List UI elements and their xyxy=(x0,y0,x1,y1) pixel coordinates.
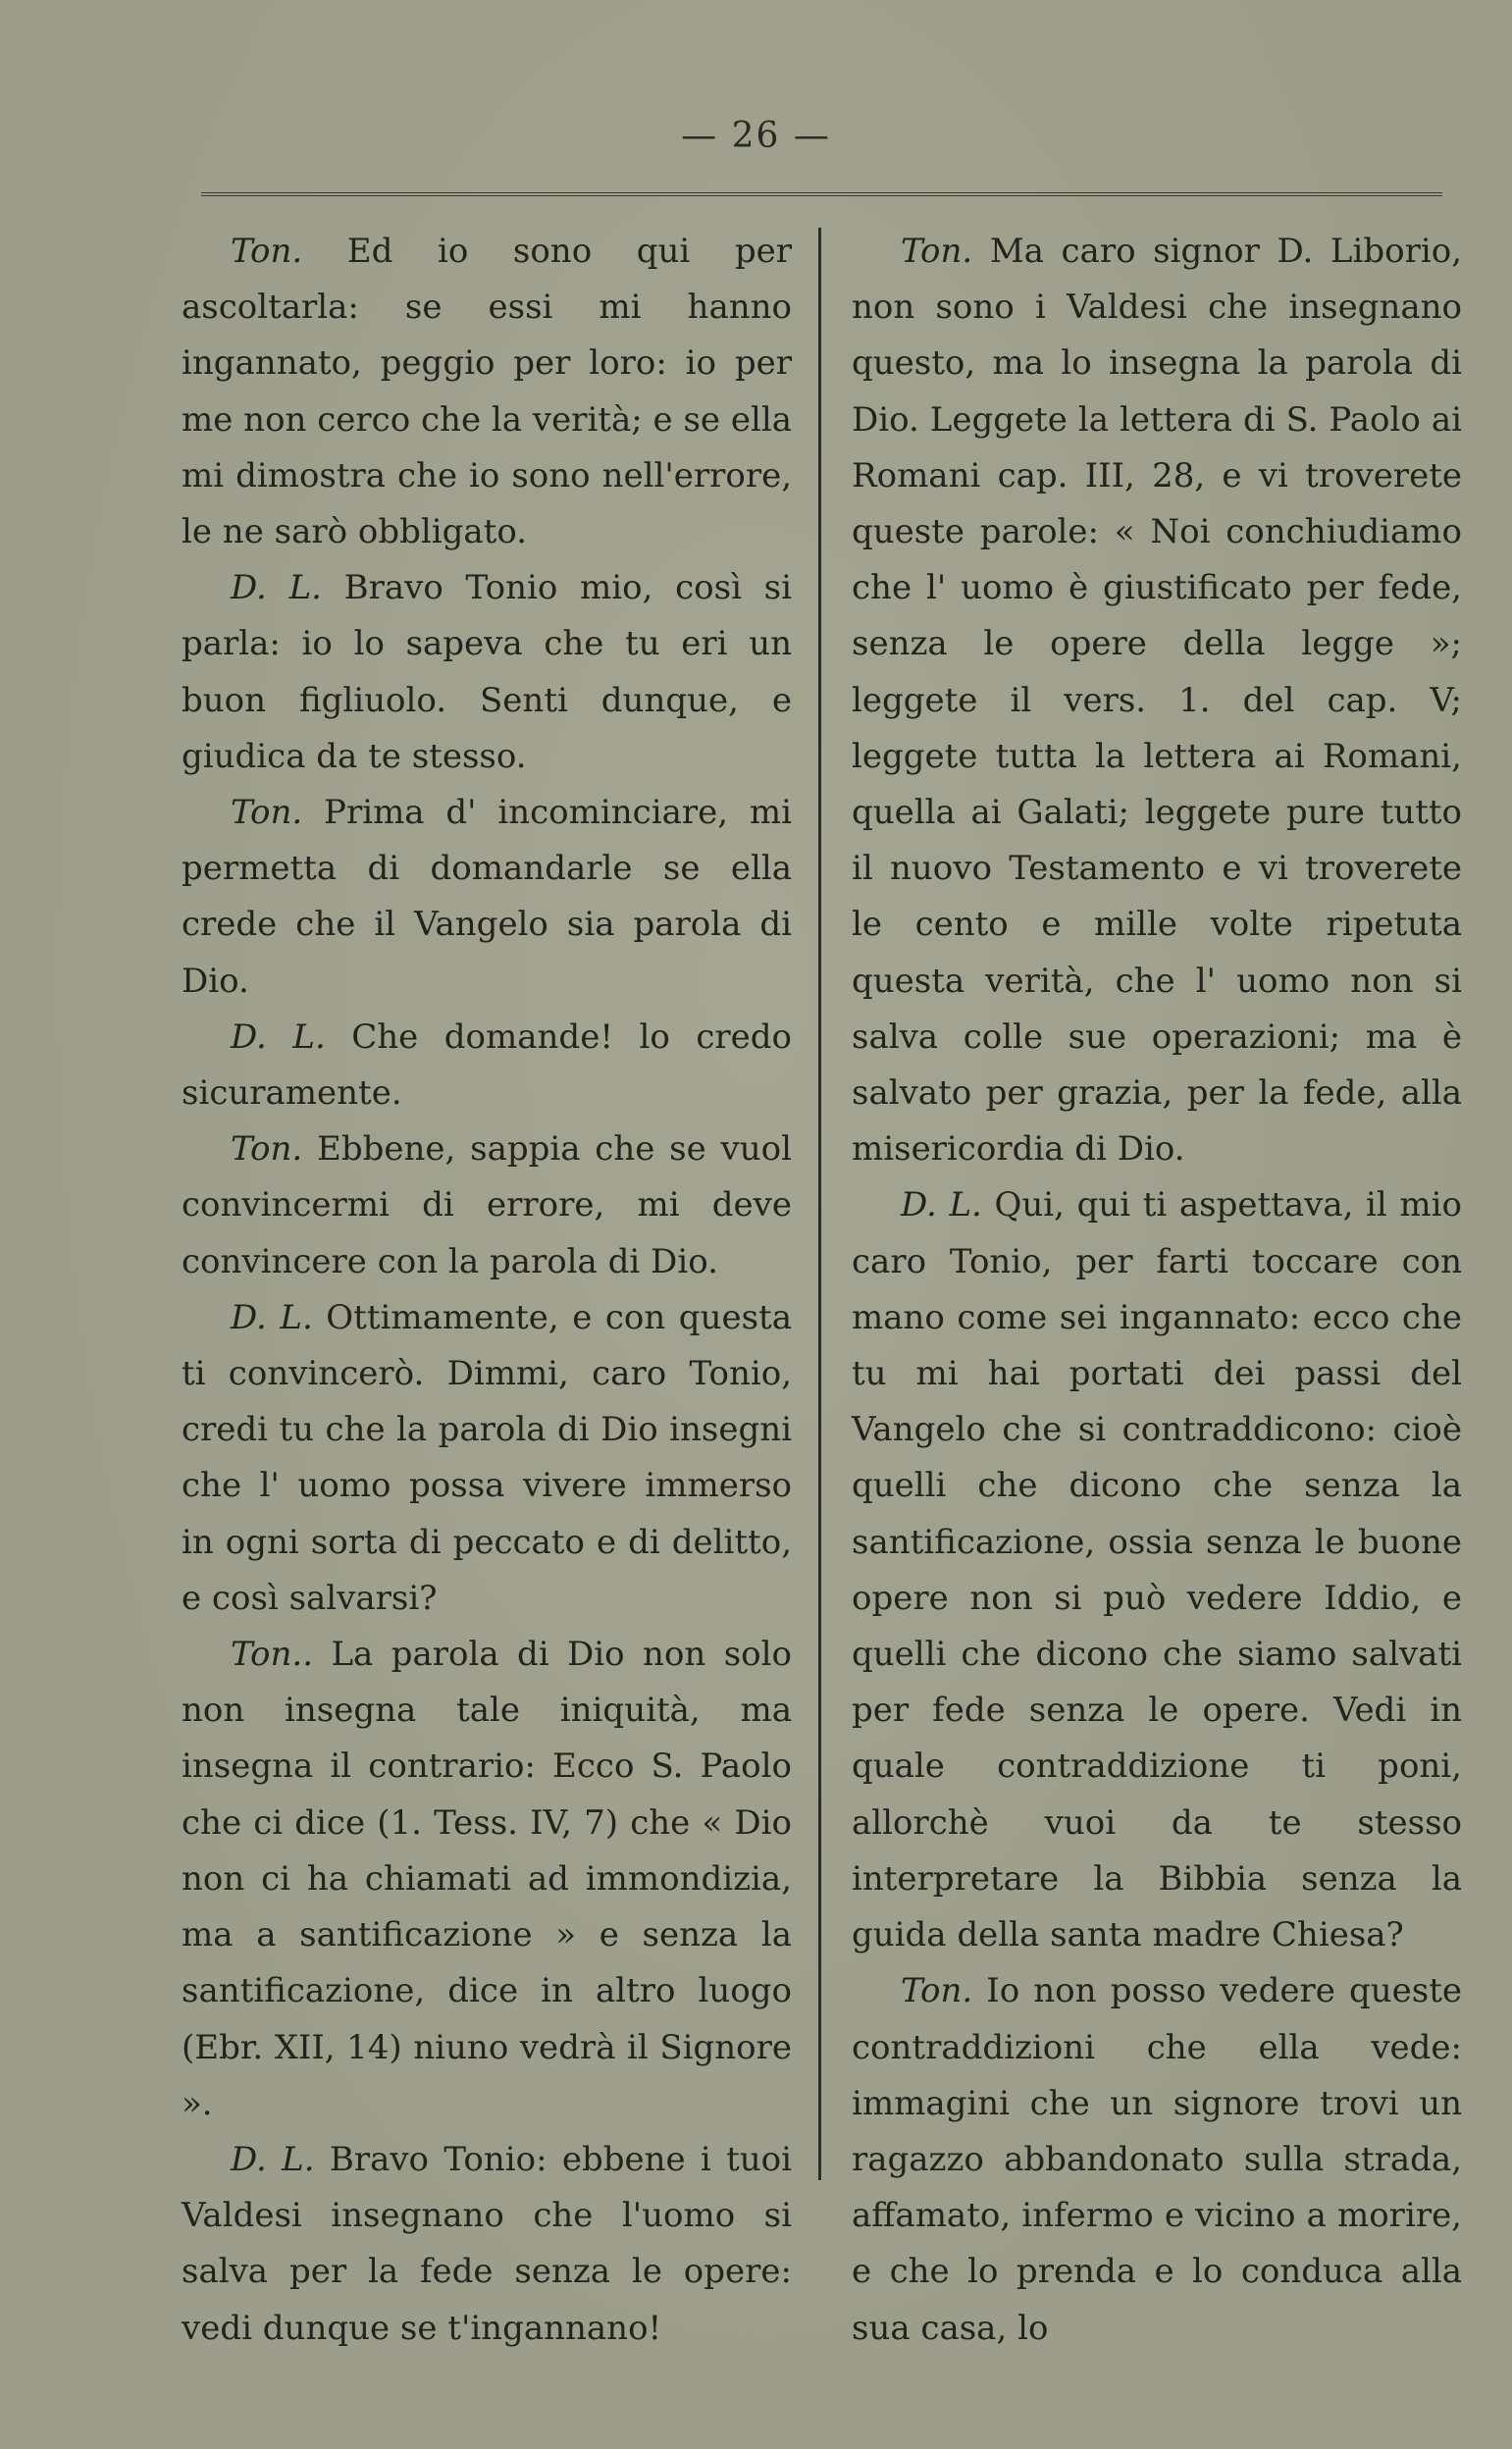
paragraph xyxy=(852,1177,1462,1963)
paragraph-text: Che domande! lo credo sicuramente. xyxy=(182,1016,792,1114)
paragraph xyxy=(182,1627,792,2132)
paragraph xyxy=(182,1121,792,1290)
paragraph-text: Ottimamente, e con questa ti convincerò. Dimmi, caro Tonio, credi tu che la parola di Dio insegni che l' uomo possa vivere immerso in ogni sorta di peccato e di delitto, e così salvarsi? xyxy=(182,1297,792,1618)
speaker-label: D. L. xyxy=(231,1297,313,1337)
paragraph-text: Ma caro signor D. Liborio, non sono i Valdesi che insegnano questo, ma lo insegna la parola di Dio. Leggete la lettera di S. Paolo ai Romani cap. III, 28, e vi troverete queste parole: « Noi conchiudiamo che l' uomo è giustificato per fede, senza le opere della legge »; leggete il vers. 1. del cap. V; leggete tutta la lettera ai Romani, quella ai Galati; leggete pure tutto il nuovo Testamento e vi troverete le cento e mille volte ripetuta questa verità, che l' uomo non si salva colle sue operazioni; ma è salvato per grazia, per la fede, alla misericordia di Dio. xyxy=(852,232,1462,1170)
speaker-label: D. L. xyxy=(231,2139,315,2179)
column-divider xyxy=(818,228,821,2180)
paragraph-text: La parola di Dio non solo non insegna tale iniquità, ma insegna il contrario: Ecco S. Paolo che ci dice (1. Tess. IV, 7) che « Dio non ci ha chiamati ad immondizia, ma a santificazione » e senza la santificazione, dice in altro luogo (Ebr. XII, 14) niuno vedrà il Signore ». xyxy=(182,1635,792,2123)
paragraph-text: Io non posso vedere queste contraddizioni che ella vede: immagini che un signore trovi un ragazzo abbandonato sulla strada, affamato, infermo e vicino a morire, e che lo prenda e lo conduca alla sua casa, lo xyxy=(852,1971,1462,2348)
paragraph-text: Bravo Tonio mio, così si parla: io lo sapeva che tu eri un buon figliuolo. Senti dunque, e giudica da te stesso. xyxy=(182,568,792,776)
paragraph-text: Bravo Tonio: ebbene i tuoi Valdesi insegnano che l'uomo si salva per la fede senza le opere: vedi dunque se t'ingannano! xyxy=(182,2139,792,2348)
header-rule xyxy=(201,192,1442,196)
speaker-label: Ton. xyxy=(901,1971,973,2011)
paragraph-text: Ebbene, sappia che se vuol convincermi di errore, mi deve convincere con la parola di Dio. xyxy=(182,1129,792,1281)
paragraph xyxy=(852,1963,1462,2356)
paragraph-text: Qui, qui ti aspettava, il mio caro Tonio, per farti toccare con mano come sei ingannato: ecco che tu mi hai portati dei passi del Vangelo che si contraddicono: cioè quelli che dicono che senza la santificazione, ossia senza le buone opere non si può vedere Iddio, e quelli che dicono che siamo salvati per fede senza le opere. Vedi in quale contraddizione ti poni, allorchè vuoi da te stesso interpretare la Bibbia senza la guida della santa madre Chiesa? xyxy=(852,1185,1462,1955)
paragraph xyxy=(182,224,792,560)
speaker-label: Ton.. xyxy=(231,1635,314,1675)
paragraph xyxy=(182,785,792,1010)
paragraph xyxy=(182,1010,792,1121)
speaker-label: Ton. xyxy=(231,793,303,833)
speaker-label: D. L. xyxy=(901,1185,982,1225)
page-number: — 26 — xyxy=(681,116,831,156)
speaker-label: D. L. xyxy=(231,568,322,608)
paragraph-text: Prima d' incominciare, mi permetta di domandarle se ella crede che il Vangelo sia parola di Dio. xyxy=(182,793,792,1001)
paragraph-text: Ed io sono qui per ascoltarla: se essi mi hanno ingannato, peggio per loro: io per me non cerco che la verità; e se ella mi dimostra che io sono nell'errore, le ne sarò obbligato. xyxy=(182,232,792,552)
paragraph xyxy=(852,224,1462,1177)
paragraph xyxy=(182,560,792,785)
speaker-label: D. L. xyxy=(231,1016,326,1057)
paragraph xyxy=(182,1290,792,1627)
right-column xyxy=(852,224,1462,2357)
speaker-label: Ton. xyxy=(231,232,303,271)
paragraph xyxy=(182,2132,792,2357)
speaker-label: Ton. xyxy=(901,232,973,271)
speaker-label: Ton. xyxy=(231,1129,303,1170)
left-column xyxy=(182,224,792,2357)
